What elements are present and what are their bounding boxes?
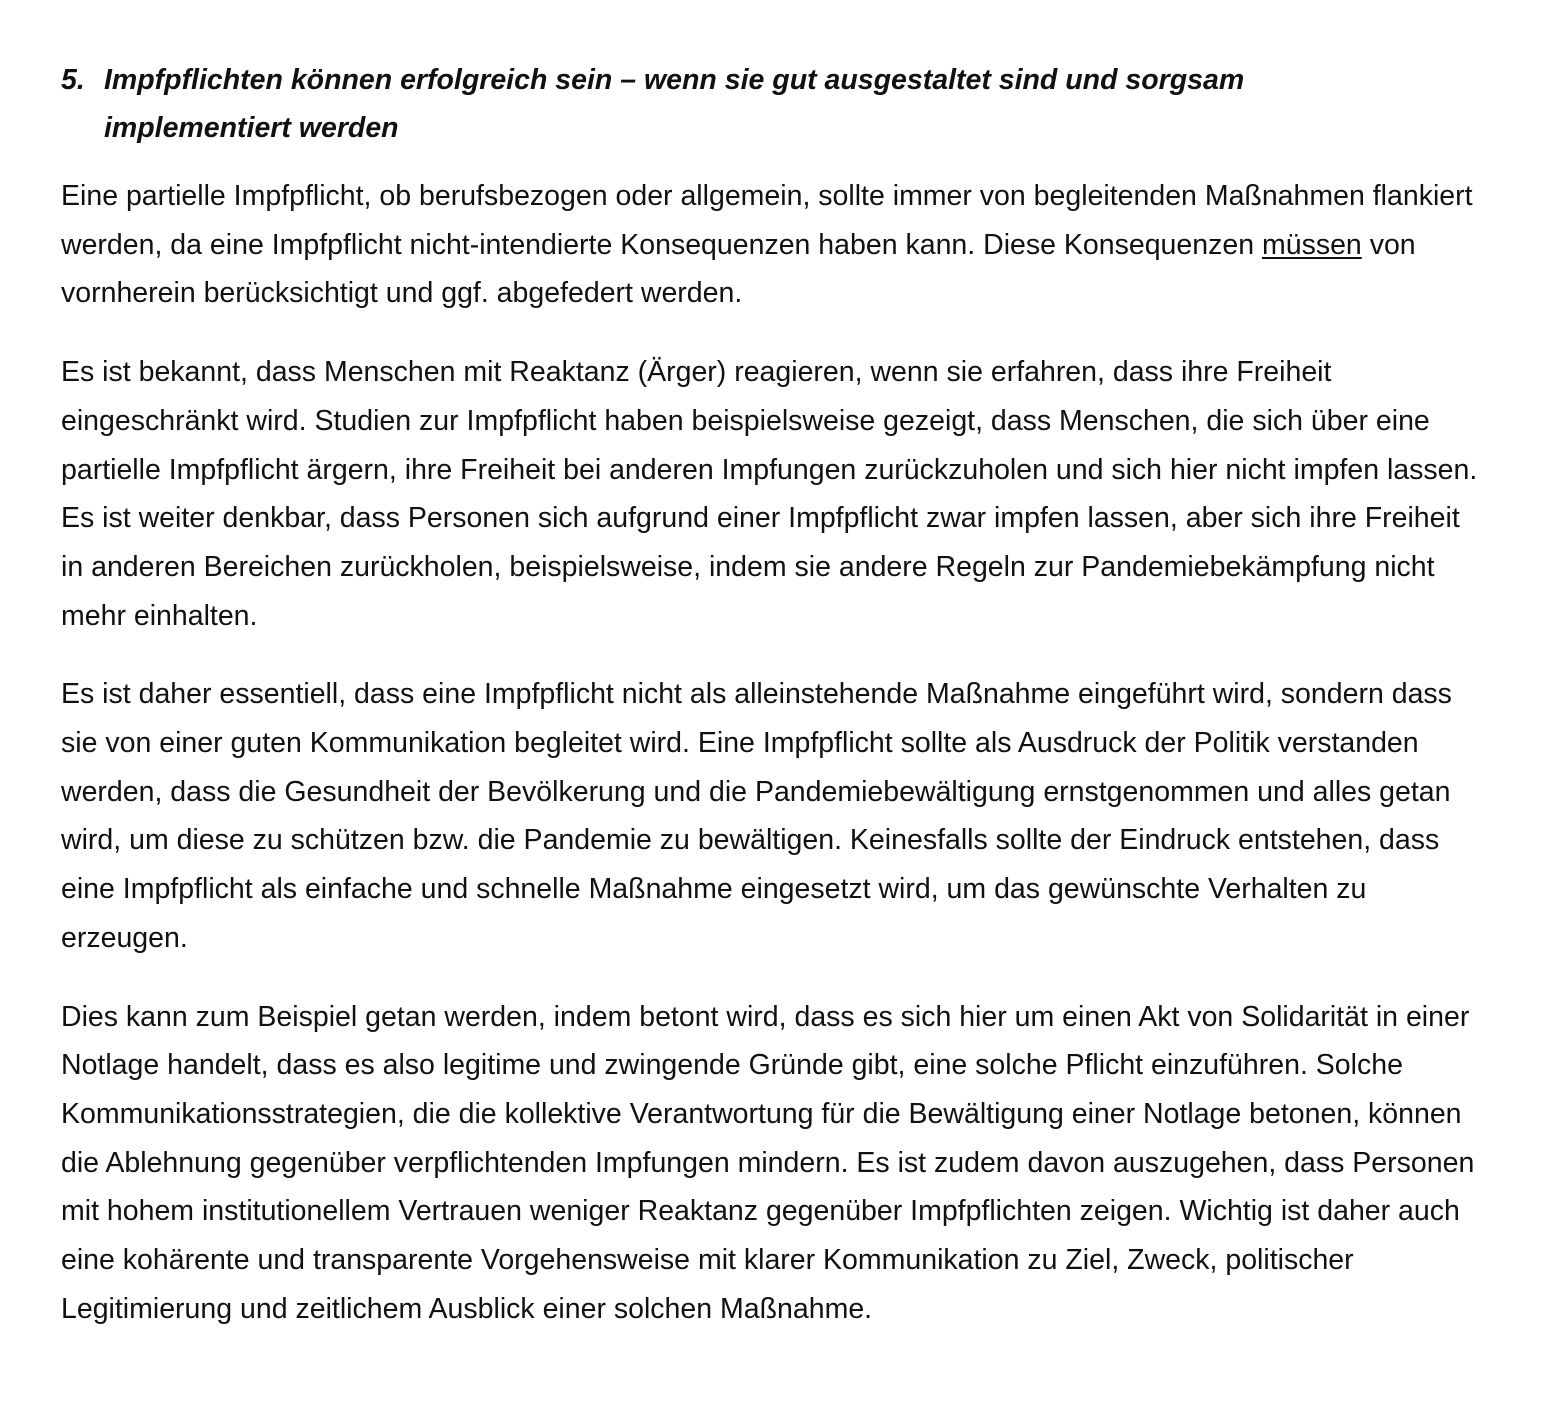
- paragraph-2: Es ist bekannt, dass Menschen mit Reaktanz (Ärger) reagieren, wenn sie erfahren, dass ihre Freiheit eingeschränkt wird. Studien zur Impfpflicht haben beispielsweise gezeigt, dass Menschen, die sich über eine partielle Impfpflicht ärgern, ihre Freiheit bei anderen Impfungen zurückzuholen und sich hier nicht impfen lassen. Es ist weiter denkbar, dass Personen sich aufgrund einer Impfpflicht zwar impfen lassen, aber sich ihre Freiheit in anderen Bereichen zurückholen, beispielsweise, indem sie andere Regeln zur Pandemiebekämpfung nicht mehr einhalten.: [61, 356, 1478, 632]
- paragraph-1-text-start: Eine partielle Impfpflicht, ob berufsbezogen oder allgemein, sollte immer von begleitenden Maßnahmen flankiert werden, da eine Impfpflicht nicht-intendierte Konsequenzen haben kann. Diese Konsequenzen: [61, 180, 1473, 261]
- underlined-emphasis: müssen: [1261, 228, 1362, 261]
- document-page: [61, 56, 1481, 1363]
- section-number: 5.: [61, 64, 85, 96]
- paragraph-3: Es ist daher essentiell, dass eine Impfpflicht nicht als alleinstehende Maßnahme eingeführt wird, sondern dass sie von einer guten Kommunikation begleitet wird. Eine Impfpflicht sollte als Ausdruck der Politik verstanden werden, dass die Gesundheit der Bevölkerung und die Pandemiebewältigung ernstgenommen und alles getan wird, um diese zu schützen bzw. die Pandemie zu bewältigen. Keinesfalls sollte der Eindruck entstehen, dass eine Impfpflicht als einfache und schnelle Maßnahme eingesetzt wird, um das gewünschte Verhalten zu erzeugen.: [61, 678, 1452, 954]
- paragraph-1: [61, 172, 1481, 318]
- section-title: Impfpflichten können erfolgreich sein – wenn sie gut ausgestaltet sind und sorgsam implementiert werden: [104, 64, 1245, 144]
- paragraph-4: Dies kann zum Beispiel getan werden, indem betont wird, dass es sich hier um einen Akt von Solidarität in einer Notlage handelt, dass es also legitime und zwingende Gründe gibt, eine solche Pflicht einzuführen. Solche Kommunikationsstrategien, die die kollektive Verantwortung für die Bewältigung einer Notlage betonen, können die Ablehnung gegenüber verpflichtenden Impfungen mindern. Es ist zudem davon auszugehen, dass Personen mit hohem institutionellem Vertrauen weniger Reaktanz gegenüber Impfpflichten zeigen. Wichtig ist daher auch eine kohärente und transparente Vorgehensweise mit klarer Kommunikation zu Ziel, Zweck, politischer Legitimierung und zeitlichem Ausblick einer solchen Maßnahme.: [61, 1000, 1475, 1325]
- paragraph-1-text-end: von vornherein berücksichtigt und ggf. abgefedert werden.: [61, 228, 1416, 310]
- section-heading: [61, 56, 1481, 152]
